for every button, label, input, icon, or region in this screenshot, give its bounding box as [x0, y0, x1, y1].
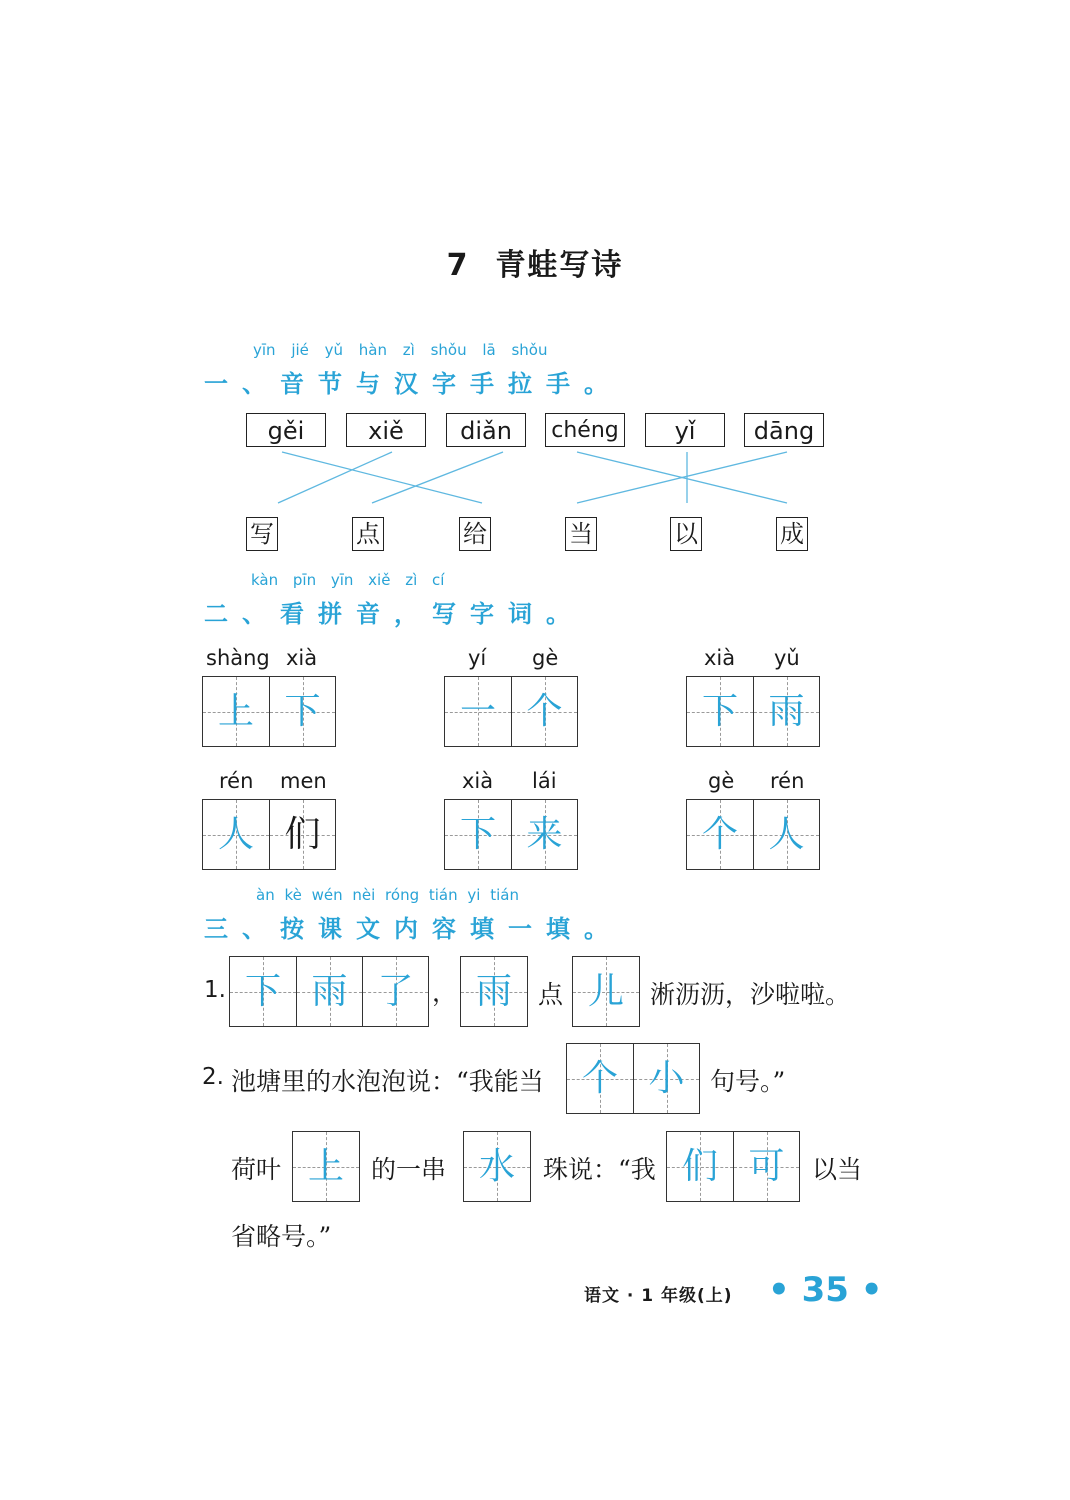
section3-heading: 三、按课文内容填一填。	[204, 915, 622, 943]
question-number: 1.	[204, 977, 226, 1003]
grid-cell: 儿	[573, 957, 639, 1026]
page-number: • 35 •	[768, 1270, 883, 1310]
writing-grid	[686, 799, 820, 870]
writing-grid	[444, 676, 578, 747]
char-box: 成	[776, 517, 808, 551]
grid-cell: 了	[362, 957, 428, 1026]
match-line	[282, 452, 482, 503]
question-text: 句号。”	[710, 1067, 786, 1096]
pinyin-box: gěi	[246, 413, 326, 447]
answer-grid	[666, 1131, 800, 1202]
char-box: 给	[459, 517, 491, 551]
answer-grid	[572, 956, 640, 1027]
question-number: 2.	[202, 1064, 224, 1090]
grid-cell: 来	[511, 800, 577, 869]
pinyin-box: dāng	[744, 413, 824, 447]
footer-subject: 语文 · 1 年级(上)	[584, 1286, 733, 1306]
writing-grid	[202, 676, 336, 747]
grid-cell: 上	[293, 1132, 359, 1201]
lesson-number: 7	[446, 248, 470, 283]
grid-cell: 可	[733, 1132, 799, 1201]
question-text: 池塘里的水泡泡说：“我能当	[231, 1067, 544, 1096]
answer-grid	[460, 956, 528, 1027]
question-text: 的一串	[371, 1155, 447, 1184]
pinyin-box: chéng	[545, 413, 625, 447]
question-text: 点	[538, 980, 564, 1009]
grid-cell: 人	[203, 800, 269, 869]
question-text: 以当	[812, 1155, 863, 1184]
lesson-title-text: 青蛙写诗	[495, 248, 624, 283]
grid-cell: 下	[445, 800, 511, 869]
answer-grid	[566, 1043, 700, 1114]
question-text: 荷叶	[231, 1155, 282, 1184]
grid-cell: 雨	[461, 957, 527, 1026]
lesson-title	[0, 240, 1070, 284]
grid-cell: 雨	[753, 677, 819, 746]
section1-heading: 一、音节与汉字手拉手。	[204, 370, 622, 398]
grid-cell: 个	[687, 800, 753, 869]
grid-cell: 下	[687, 677, 753, 746]
grid-cell: 一	[445, 677, 511, 746]
grid-cell: 们	[667, 1132, 733, 1201]
pinyin-box: yǐ	[645, 413, 725, 447]
match-line	[278, 452, 392, 503]
section1-pinyin: yīn jié yǔ hàn zì shǒu lā shǒu	[253, 341, 548, 359]
section2-pinyin: kàn pīn yīn xiě zì cí	[251, 571, 445, 589]
question-text: 淅沥沥，沙啦啦。	[650, 980, 851, 1009]
char-box: 当	[565, 517, 597, 551]
char-box: 写	[246, 517, 278, 551]
writing-grid	[444, 799, 578, 870]
grid-cell: 小	[633, 1044, 699, 1113]
match-line	[372, 452, 503, 503]
question-text: 省略号。”	[231, 1222, 332, 1251]
pinyin-box: diǎn	[446, 413, 526, 447]
section2-heading: 二、看拼音，写字词。	[204, 600, 584, 628]
match-line	[577, 452, 787, 503]
grid-cell: 个	[511, 677, 577, 746]
grid-cell: 人	[753, 800, 819, 869]
pinyin-box: xiě	[346, 413, 426, 447]
question-text: ，	[432, 978, 458, 1007]
char-box: 点	[352, 517, 384, 551]
grid-cell: 们	[269, 800, 335, 869]
section3-pinyin: àn kè wén nèi róng tián yi tián	[256, 886, 519, 904]
answer-grid	[229, 956, 429, 1027]
grid-cell: 下	[269, 677, 335, 746]
grid-cell: 水	[464, 1132, 530, 1201]
question-text: 珠说：“我	[543, 1155, 656, 1184]
grid-cell: 上	[203, 677, 269, 746]
grid-cell: 个	[567, 1044, 633, 1113]
grid-cell: 雨	[296, 957, 362, 1026]
writing-grid	[686, 676, 820, 747]
writing-grid	[202, 799, 336, 870]
answer-grid	[463, 1131, 531, 1202]
match-line	[577, 452, 787, 503]
grid-cell: 下	[230, 957, 296, 1026]
char-box: 以	[670, 517, 702, 551]
answer-grid	[292, 1131, 360, 1202]
